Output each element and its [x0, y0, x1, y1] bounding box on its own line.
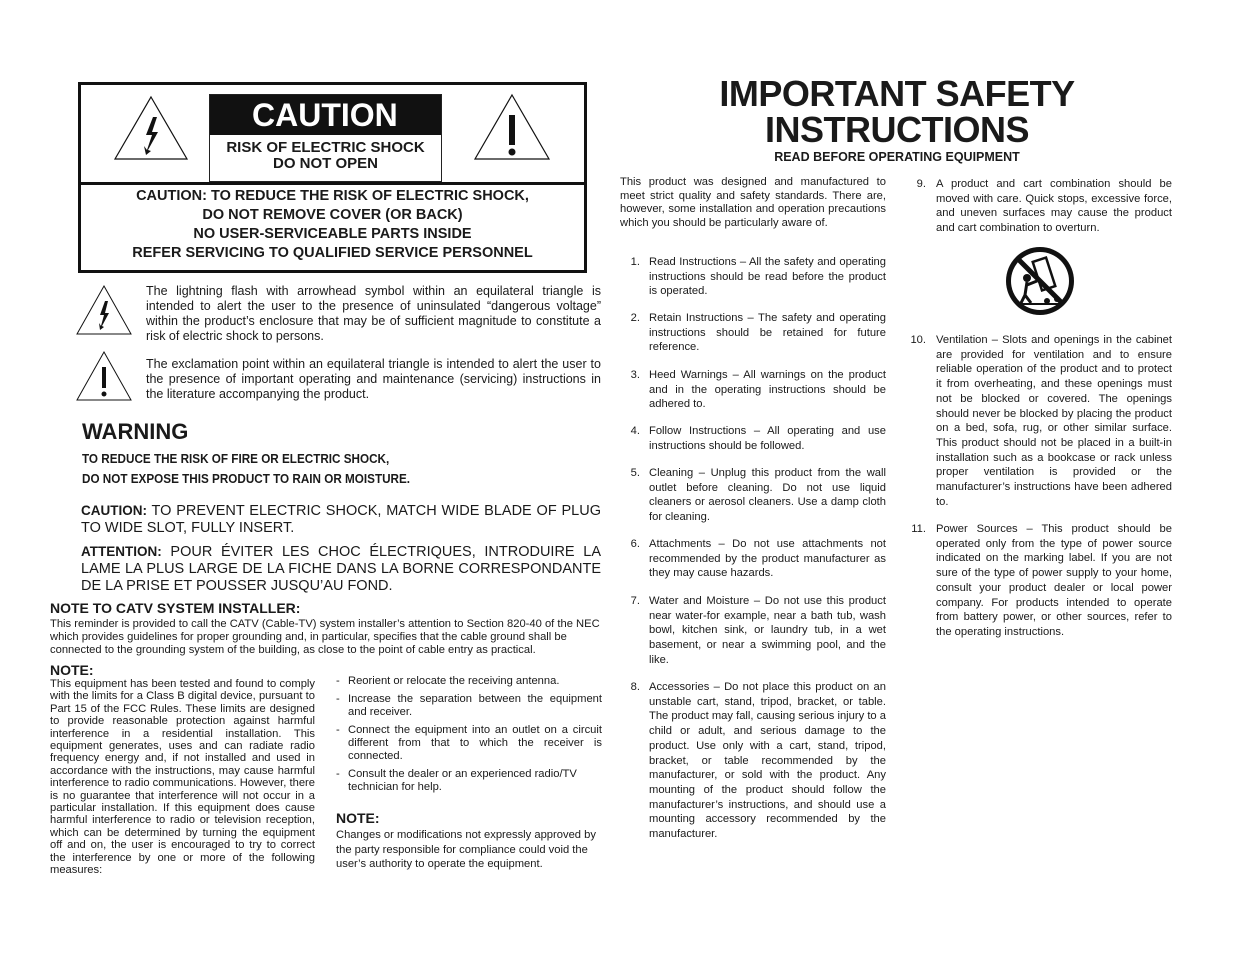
caution-plug-body: TO PREVENT ELECTRIC SHOCK, MATCH WIDE BLADE OF PLUG TO WIDE SLOT, FULLY INSERT. — [81, 503, 601, 536]
attention-label: ATTENTION: — [81, 544, 162, 559]
item-text: A product and cart combination should be moved with care. Quick stops, excessive force, and uneven surfaces may cause the product and cart combination to overturn. — [936, 178, 1172, 235]
note1-heading: NOTE: — [50, 662, 94, 678]
item-number: 1. — [630, 256, 640, 268]
note1-text: This equipment has been tested and found to comply with the limits for a Class B digital device, pursuant to Part 15 of the FCC Rules. These limits are designed to provide reasonable protection against harmful interference in a residential installation. This equipment generates, uses and can radiate radio frequency energy and, if not installed and used in accordance with the instructions, may cause harmful interference to radio communications. However, there is no guarantee that interference will not occur in a particular installation. If this equipment does cause harmful interference to radio or television reception, which can be determined by turning the equipment off and on, the user is encouraged to try to correct the interference by one or more of the following measures: — [50, 678, 315, 877]
exclamation-warning-icon — [473, 93, 551, 161]
caution-banner — [209, 94, 442, 182]
list-item — [336, 768, 602, 798]
safety-column-1 — [618, 0, 888, 954]
item-text: Read Instructions – All the safety and operating instructions should be read before the product is operated. — [649, 256, 886, 298]
caution-plug-text — [81, 502, 601, 537]
item-text: Follow Instructions – All operating and use instructions should be followed. — [649, 425, 886, 452]
page-subtitle: READ BEFORE OPERATING EQUIPMENT — [774, 150, 1020, 164]
caution-subtitle-line2: DO NOT OPEN — [272, 155, 378, 172]
caution-line: CAUTION: TO REDUCE THE RISK OF ELECTRIC SHOCK, — [136, 188, 529, 204]
catv-text: This reminder is provided to call the CATV (Cable-TV) system installer’s attention to Section 820-40 of the NEC which provides guidelines for proper grounding and, in particular, specifies that the cable ground shall be connected to the grounding system of the building, as close to the point of cable entry as practical. — [50, 618, 600, 656]
catv-heading: NOTE TO CATV SYSTEM INSTALLER: — [50, 600, 301, 616]
item-text: Accessories – Do not place this product on an unstable cart, stand, tripod, bracket, or table. The product may fall, causing serious injury to a child or adult, and serious damage to the product. Use only with a cart, stand, tripod, bracket, or table recommended by the manufacturer, or sold with the product. Any mounting of the product should follow the manufacturer’s instructions, and should use a mounting accessory recommended by the manufacturer. — [649, 681, 886, 841]
attention-body: POUR ÉVITER LES CHOC ÉLECTRIQUES, INTRODUIRE LA LAME LA PLUS LARGE DE LA FICHE DANS LA BORNE CORRESPONDANTE DE LA PRISE ET POUSSER JUSQU’AU FOND. — [81, 544, 601, 594]
bullet-dash: - — [336, 675, 340, 687]
note2-heading: NOTE: — [336, 810, 380, 826]
lightning-symbol-text: The lightning flash with arrowhead symbol within an equilateral triangle is intended to alert the user to the presence of uninsulated “dangerous voltage” within the product’s enclosure that may be of sufficient magnitude to constitute a risk of electric shock to persons. — [146, 284, 601, 343]
caution-subtitle-line1: RISK OF ELECTRIC SHOCK — [226, 139, 425, 156]
item-text: Retain Instructions – The safety and operating instructions should be retained for future reference. — [649, 312, 886, 354]
item-number: 9. — [916, 178, 926, 190]
item-number: 6. — [630, 538, 640, 550]
measure-text: Reorient or relocate the receiving antenna. — [348, 675, 560, 687]
measure-text: Consult the dealer or an experienced radio/TV technician for help. — [348, 768, 577, 793]
item-number: 11. — [911, 523, 926, 535]
title-line2: INSTRUCTIONS — [765, 109, 1029, 150]
item-text: Attachments – Do not use attachments not recommended by the product manufacturer as they may cause hazards. — [649, 538, 886, 580]
caution-plug-label: CAUTION: — [81, 503, 147, 518]
warning-line1: TO REDUCE THE RISK OF FIRE OR ELECTRIC SHOCK, — [82, 451, 390, 466]
safety-column-2 — [904, 0, 1176, 954]
bullet-dash: - — [336, 693, 340, 705]
caution-line: REFER SERVICING TO QUALIFIED SERVICE PERSONNEL — [132, 245, 533, 261]
warning-heading: WARNING — [82, 419, 189, 444]
measures-list — [336, 675, 602, 798]
item-text: Power Sources – This product should be operated only from the type of power source indicated on the marking label. If you are not sure of the type of power supply to your home, consult your product dealer or local power company. For products intended to operate from battery power, or other sources, refer to the operating instructions. — [936, 523, 1172, 638]
caution-title: CAUTION — [210, 95, 441, 135]
cart-tip-over-warning-icon — [1003, 245, 1077, 317]
note2-text: Changes or modifications not expressly approved by the party responsible for compliance could void the user’s authority to operate the equipment. — [336, 829, 596, 870]
item-number: 7. — [630, 595, 640, 607]
item-number: 4. — [630, 425, 640, 437]
caution-line: NO USER-SERVICEABLE PARTS INSIDE — [193, 226, 472, 242]
item-text: Cleaning – Unplug this product from the wall outlet before cleaning. Do not use liquid cleaners or aerosol cleaners. Use a damp cloth for cleaning. — [649, 467, 886, 524]
caution-subtitle — [210, 135, 441, 172]
item-number: 3. — [630, 369, 640, 381]
measure-text: Connect the equipment into an outlet on a circuit different from that to which the receiver is connected. — [348, 724, 602, 762]
lightning-warning-icon — [113, 95, 189, 161]
bullet-dash: - — [336, 724, 340, 736]
item-number: 10. — [910, 334, 926, 346]
caution-label-box — [78, 82, 587, 273]
warning-line2: DO NOT EXPOSE THIS PRODUCT TO RAIN OR MOISTURE. — [82, 471, 411, 486]
attention-text — [81, 543, 601, 595]
caution-instructions — [81, 187, 584, 263]
item-text: Heed Warnings – All warnings on the product and in the operating instructions should be adhered to. — [649, 369, 886, 411]
lightning-triangle-icon — [75, 284, 133, 336]
safety-intro: This product was designed and manufactured to meet strict quality and safety standards. There are, however, some installation and operation precautions which you should be particularly aware of. — [620, 176, 886, 229]
item-number: 2. — [630, 312, 640, 324]
measure-text: Increase the separation between the equipment and receiver. — [348, 693, 602, 718]
list-item — [336, 693, 602, 724]
item-text: Water and Moisture – Do not use this product near water-for example, near a bath tub, wash bowl, kitchen sink, or laundry tub, in a wet basement, or near a swimming pool, and the like. — [649, 595, 886, 666]
item-text: Ventilation – Slots and openings in the cabinet are provided for ventilation and to ensure reliable operation of the product and to protect it from overheating, and these openings must not be blocked or covered. The openings should never be blocked by placing the product on a bed, sofa, rug, or other similar surface. This product should not be placed in a built-in installation such as a bookcase or rack unless proper ventilation is provided or the manufacturer’s instructions have been adhered to. — [936, 334, 1172, 508]
exclamation-triangle-icon — [75, 350, 133, 402]
list-item — [336, 724, 602, 768]
list-item — [336, 675, 602, 693]
item-number: 8. — [630, 681, 640, 693]
caution-line: DO NOT REMOVE COVER (OR BACK) — [202, 207, 463, 223]
caution-label-top — [81, 85, 584, 185]
bullet-dash: - — [336, 768, 340, 780]
item-number: 5. — [630, 467, 640, 479]
title-line1: IMPORTANT SAFETY — [719, 73, 1075, 114]
exclamation-symbol-text: The exclamation point within an equilateral triangle is intended to alert the user to the presence of important operating and maintenance (servicing) instructions in the literature accompanying the product. — [146, 357, 601, 401]
